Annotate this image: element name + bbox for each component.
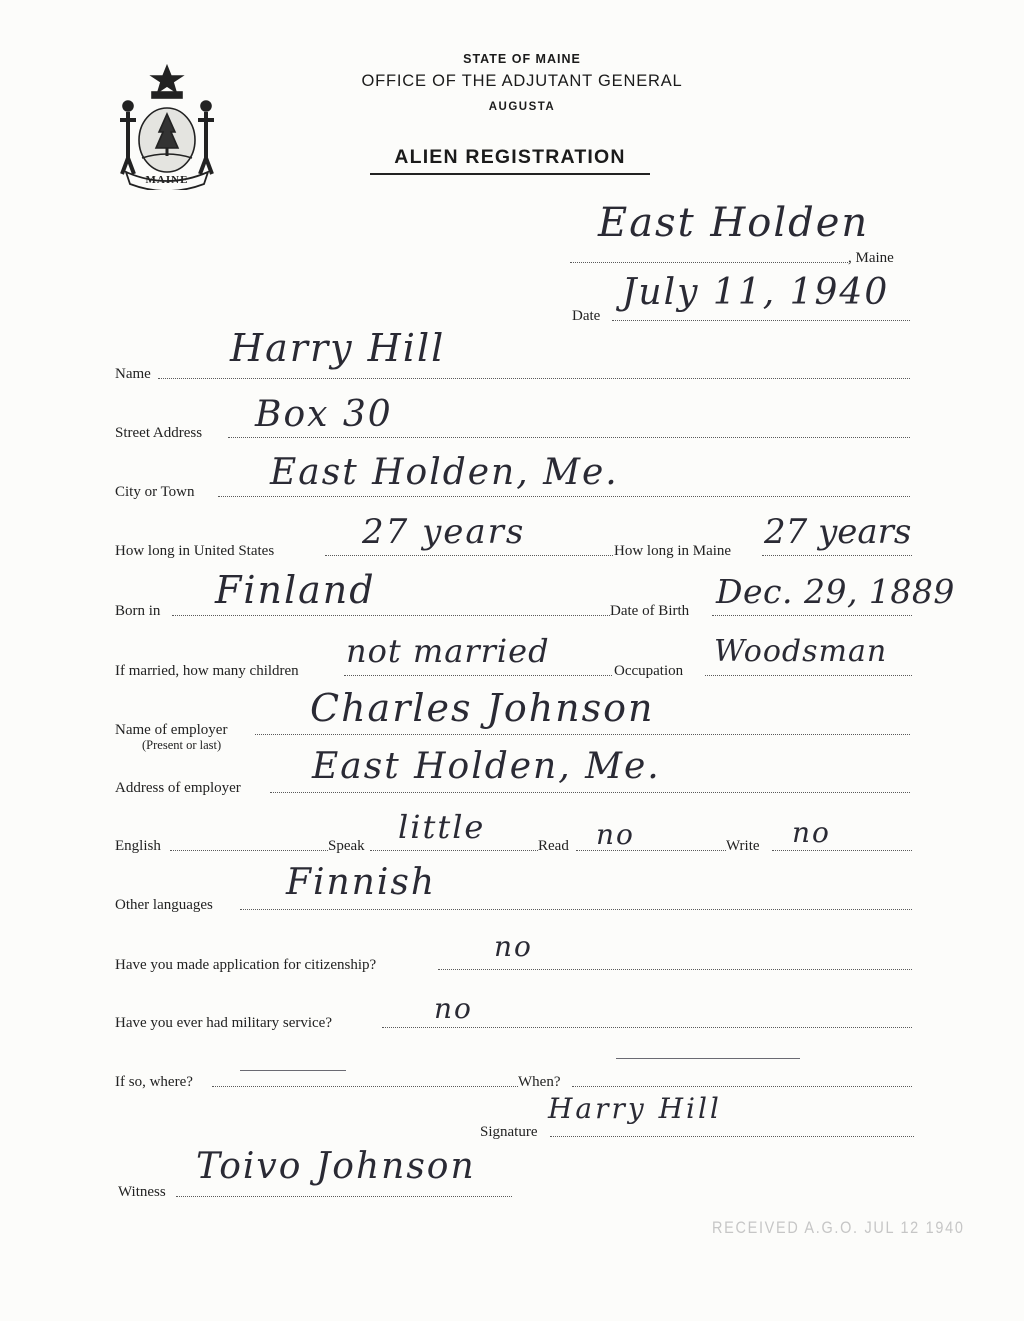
received-stamp: RECEIVED A.G.O. JUL 12 1940: [712, 1218, 965, 1237]
how-long-maine-line: [762, 555, 912, 556]
dob-label: Date of Birth: [610, 603, 690, 619]
city-line: [218, 496, 910, 497]
married-children-label: If married, how many children: [115, 663, 299, 679]
citizenship-label: Have you made application for citizenship?: [115, 957, 377, 973]
street-line: [228, 437, 910, 438]
when-label: When?: [518, 1074, 561, 1090]
city-value: East Holden, Me.: [270, 452, 619, 493]
speak-line: [370, 850, 538, 851]
citizenship-line: [438, 969, 912, 970]
military-label: Have you ever had military service?: [115, 1015, 332, 1031]
military-value: no: [434, 992, 473, 1025]
dob-line: [712, 615, 912, 616]
header-city: AUGUSTA: [488, 101, 556, 113]
date-label: Date: [572, 308, 601, 324]
town-value: East Holden: [598, 200, 870, 246]
seal-motto: MAINE: [145, 174, 189, 186]
maine-suffix-label: , Maine: [848, 250, 894, 266]
employer-label: Name of employer: [115, 722, 228, 738]
other-languages-value: Finnish: [286, 862, 437, 903]
signature-line: [550, 1136, 914, 1137]
where-label: If so, where?: [115, 1074, 193, 1090]
header-office: OFFICE OF THE ADJUTANT GENERAL: [361, 72, 683, 90]
date-line: [612, 320, 910, 321]
name-value: Harry Hill: [230, 326, 446, 370]
street-value: Box 30: [255, 394, 393, 435]
how-long-maine-value: 27 years: [764, 512, 912, 552]
born-in-label: Born in: [115, 603, 161, 619]
city-label: City or Town: [115, 484, 195, 500]
where-pen-dash: [240, 1070, 346, 1071]
employer-value: Charles Johnson: [310, 686, 655, 730]
employer-address-label: Address of employer: [115, 780, 241, 796]
speak-label: Speak: [328, 838, 365, 854]
signature-value: Harry Hill: [548, 1092, 722, 1125]
other-languages-label: Other languages: [115, 897, 213, 913]
born-in-value: Finland: [215, 568, 376, 612]
employer-line: [255, 734, 910, 735]
when-pen-dash: [616, 1058, 800, 1059]
read-label: Read: [538, 838, 569, 854]
date-value: July 11, 1940: [622, 272, 890, 313]
name-label: Name: [115, 366, 151, 382]
how-long-us-line: [325, 555, 613, 556]
married-children-line: [344, 675, 612, 676]
write-value: no: [792, 816, 831, 849]
occupation-line: [705, 675, 912, 676]
how-long-us-value: 27 years: [362, 512, 526, 552]
english-label: English: [115, 838, 161, 854]
dob-value: Dec. 29, 1889: [716, 572, 955, 611]
english-line: [170, 850, 328, 851]
witness-value: Toivo Johnson: [196, 1146, 476, 1187]
read-value: no: [596, 818, 635, 851]
other-languages-line: [240, 909, 912, 910]
speak-value: little: [398, 808, 486, 846]
witness-line: [176, 1196, 512, 1197]
where-line: [212, 1086, 518, 1087]
present-or-last-label: (Present or last): [142, 738, 222, 752]
military-line: [382, 1027, 912, 1028]
citizenship-value: no: [494, 930, 533, 963]
write-line: [772, 850, 912, 851]
occupation-label: Occupation: [614, 663, 684, 679]
header-state: STATE OF MAINE: [463, 52, 581, 66]
witness-label: Witness: [118, 1184, 166, 1200]
town-line: [570, 262, 848, 263]
married-children-value: not married: [346, 632, 550, 670]
how-long-maine-label: How long in Maine: [614, 543, 732, 559]
signature-label: Signature: [480, 1124, 538, 1140]
form-title: ALIEN REGISTRATION: [340, 146, 680, 169]
name-line: [158, 378, 910, 379]
employer-address-line: [270, 792, 910, 793]
when-line: [572, 1086, 912, 1087]
write-label: Write: [726, 838, 760, 854]
street-label: Street Address: [115, 425, 203, 441]
how-long-us-label: How long in United States: [115, 543, 275, 559]
occupation-value: Woodsman: [714, 634, 888, 669]
born-in-line: [172, 615, 610, 616]
employer-address-value: East Holden, Me.: [312, 746, 661, 787]
